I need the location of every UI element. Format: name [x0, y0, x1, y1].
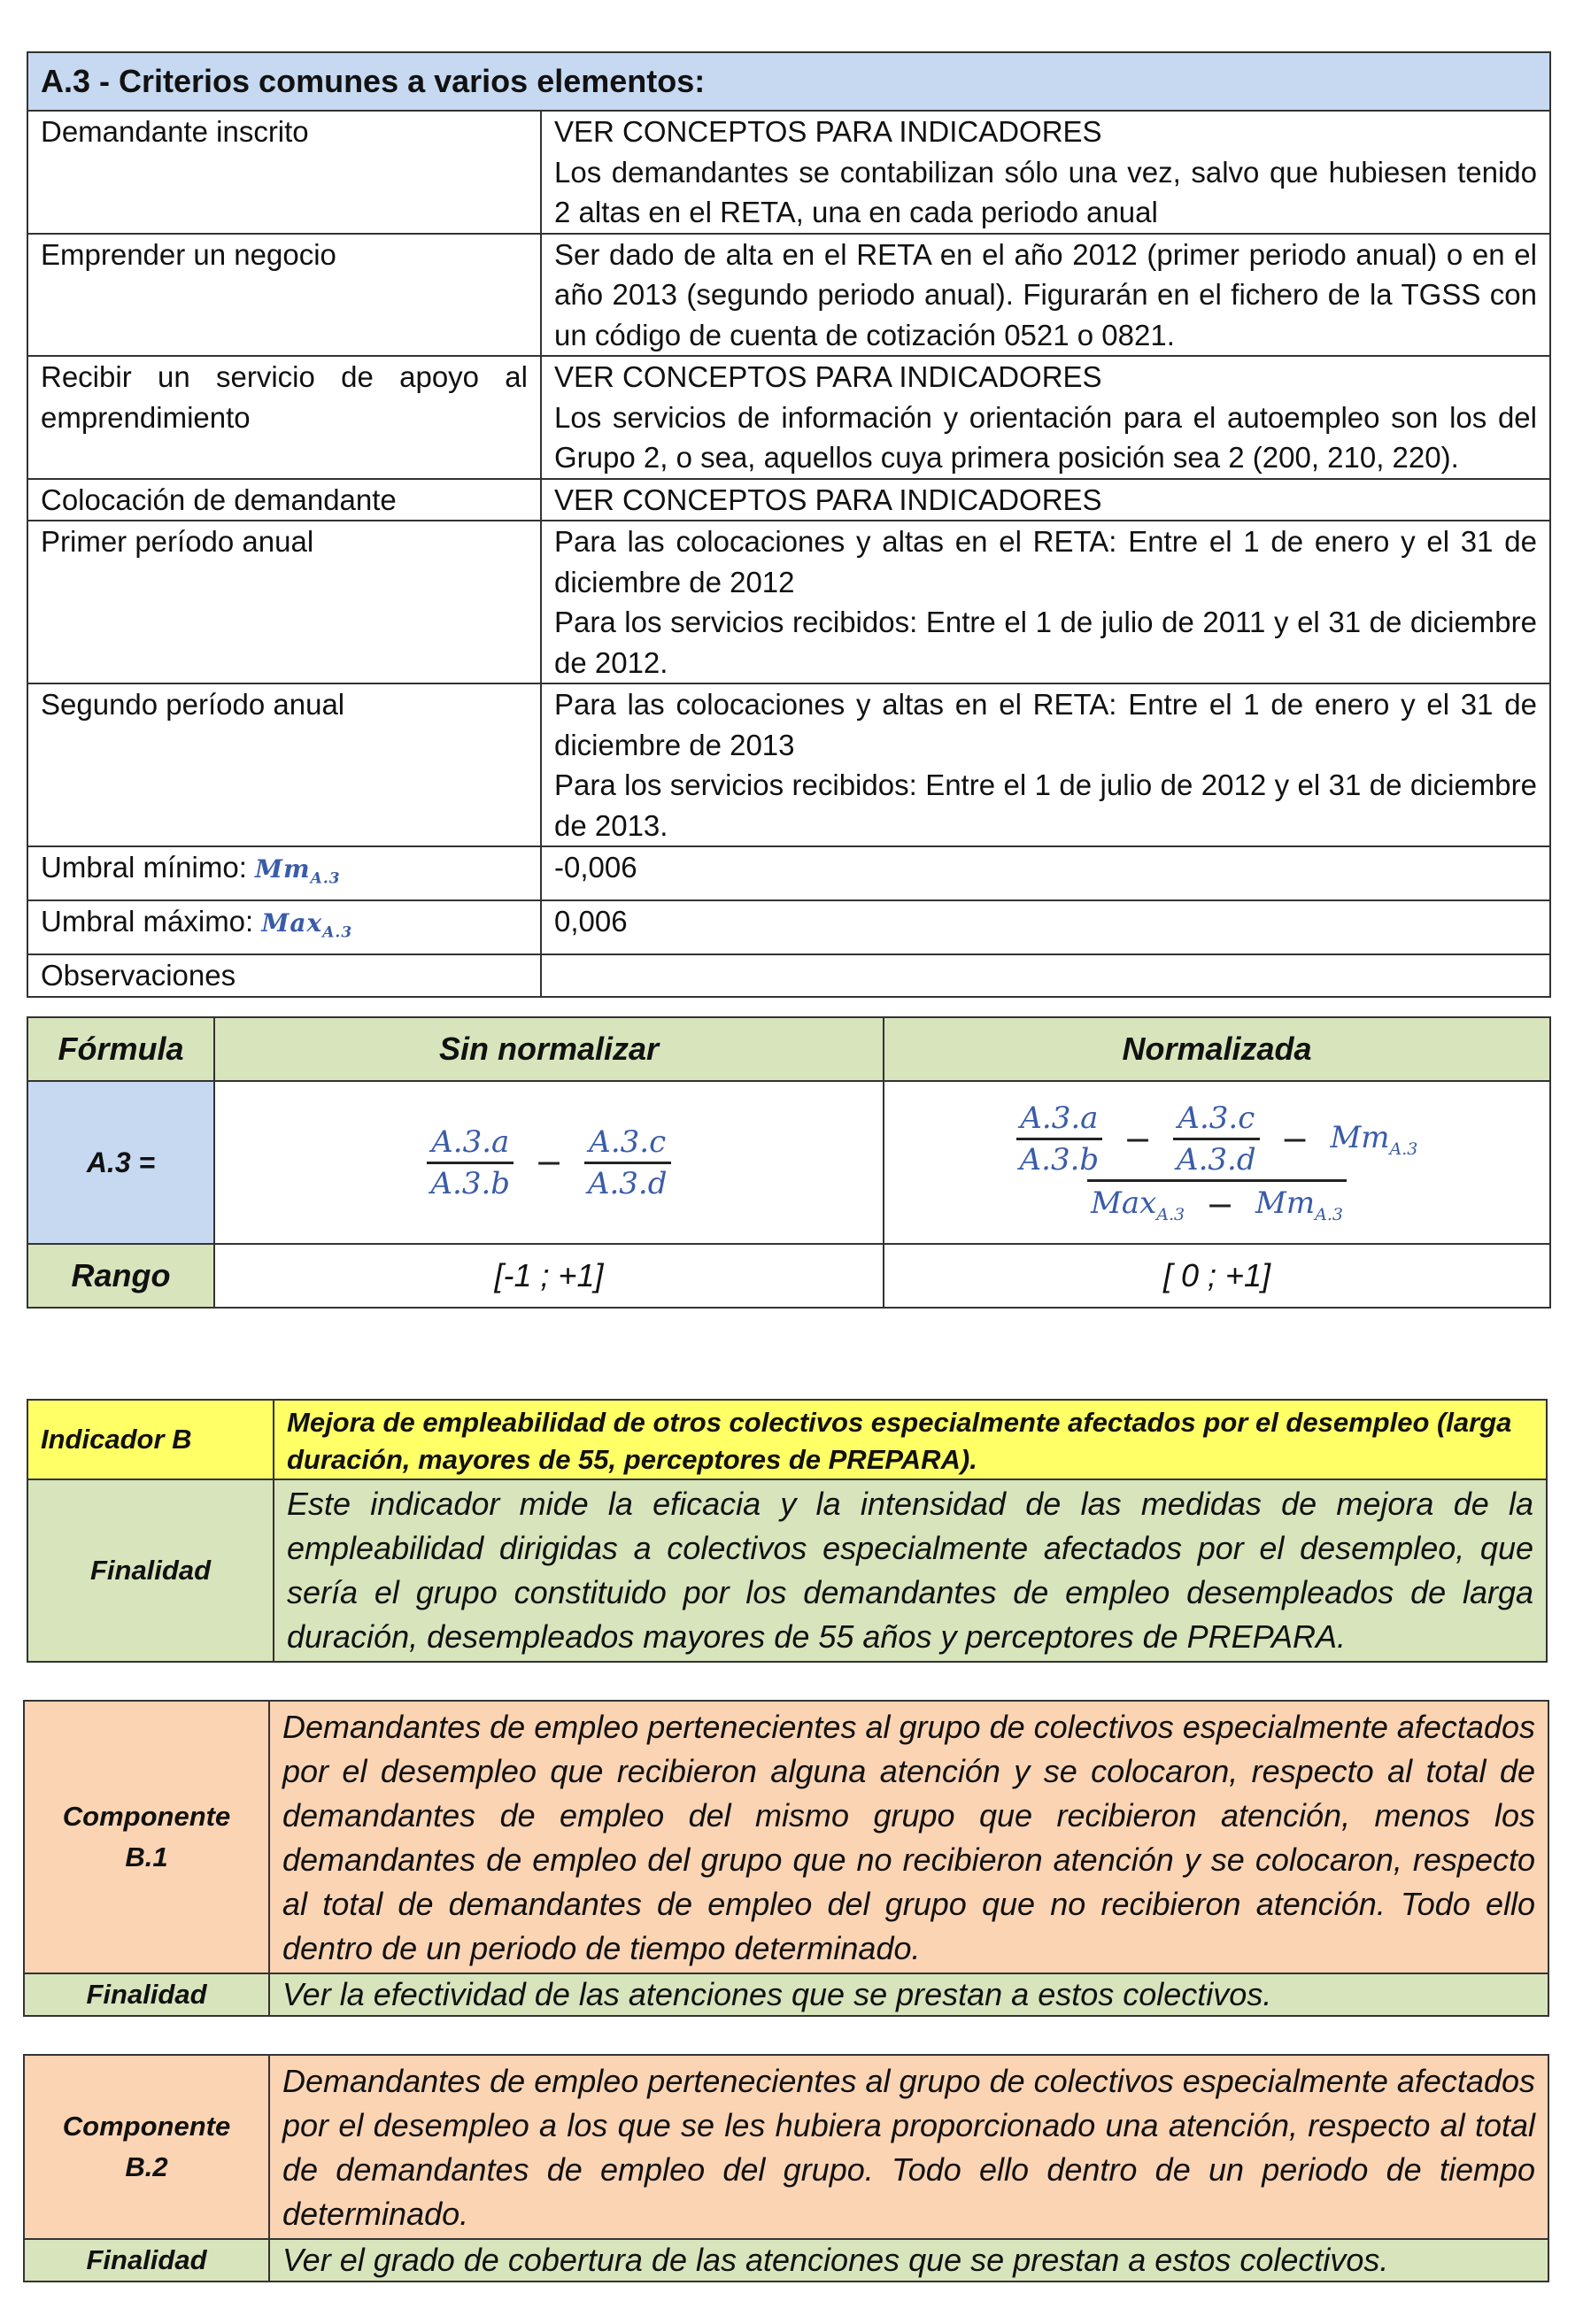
row-value: VER CONCEPTOS PARA INDICADORES	[554, 115, 1102, 148]
row-label: Emprender un negocio	[27, 234, 541, 357]
row-label: Colocación de demandante	[27, 479, 541, 521]
table-row	[27, 234, 1550, 357]
componente-b1-label: Componente B.1	[24, 1701, 269, 1973]
row-value: Ser dado de alta en el RETA en el año 2012 (primer periodo anual) o en el año 2013 (segundo periodo anual). Figurarán en el fichero de la TGSS con un código de cuenta de cotización 0521 o 0821.	[554, 237, 1537, 351]
row-value: Para los servicios recibidos: Entre el 1 de julio de 2011 y el 31 de diciembre de 2012.	[554, 606, 1537, 679]
row-value: Para las colocaciones y altas en el RETA: Entre el 1 de enero y el 31 de diciembre de 2013	[554, 688, 1537, 761]
row-value: VER CONCEPTOS PARA INDICADORES	[554, 483, 1102, 516]
table-row	[27, 683, 1550, 846]
finalidad-label: Finalidad	[24, 1973, 269, 2016]
row-value: VER CONCEPTOS PARA INDICADORES	[554, 360, 1102, 393]
table-row	[27, 479, 1550, 521]
criterios-table	[27, 51, 1551, 998]
componente-b2-desc: Demandantes de empleo pertenecientes al grupo de colectivos especialmente afectados por el desempleo a los que se les hubiera proporcionado una atención, respecto al total de demandantes de empleo del grupo. Todo ello dentro de un periodo de tiempo determinado.	[269, 2055, 1548, 2239]
row-label: Primer período anual	[27, 521, 541, 683]
componente-b1-table	[23, 1700, 1549, 2017]
componente-b2-label: Componente B.2	[24, 2055, 269, 2239]
table-row	[27, 521, 1550, 683]
componente-b1-desc: Demandantes de empleo pertenecientes al grupo de colectivos especialmente afectados por el desempleo que recibieron alguna atención y se colocaron, respecto al total de demandantes de empleo del mismo grupo que recibieron atención, menos los demandantes de empleo del grupo que no recibieron atención y se colocaron, respecto al total de demandantes de empleo del grupo que no recibieron atención. Todo ello dentro de un periodo de tiempo determinado.	[269, 1701, 1548, 1973]
table-row	[27, 846, 1550, 900]
observaciones-label: Observaciones	[27, 954, 541, 997]
formula-table	[27, 1016, 1551, 1309]
componente-b2-finalidad: Ver el grado de cobertura de las atenciones que se prestan a estos colectivos.	[269, 2239, 1548, 2282]
table-row	[27, 111, 1550, 234]
formula-normalizada: $\frac{A.3.a}{A.3.b}$ − $\frac{A.3.c}{A.3.d}$ − $Mm_{A.3}$ $Max_{A.3} - Mm_{A.3}$	[884, 1081, 1550, 1244]
formula-sin-normalizar: $\frac{A.3.a}{A.3.b}$ − $\frac{A.3.c}{A.3.d}$	[214, 1081, 884, 1244]
row-value: Los demandantes se contabilizan sólo una vez, salvo que hubiesen tenido 2 altas en el RETA, una en cada periodo anual	[554, 155, 1537, 228]
table-row	[27, 900, 1550, 954]
umbral-min-label: Umbral mínimo:	[41, 851, 247, 884]
indicador-b-label: Indicador B	[27, 1400, 274, 1479]
umbral-min-symbol: $Mm_{A.3}$	[255, 854, 341, 888]
rango-label: Rango	[27, 1244, 214, 1308]
table-row	[27, 356, 1550, 479]
componente-b2-table	[23, 2054, 1549, 2282]
criterios-header: A.3 - Criterios comunes a varios elementos:	[27, 52, 1550, 111]
table-row	[27, 954, 1550, 997]
umbral-max-symbol: Max$_{A.3}$	[261, 908, 353, 942]
normalizada-col-header: Normalizada	[884, 1017, 1550, 1081]
sin-normalizar-col-header: Sin normalizar	[214, 1017, 884, 1081]
row-value: Los servicios de información y orientación para el autoempleo son los del Grupo 2, o sea, aquellos cuya primera posición sea 2 (200, 210, 220).	[554, 400, 1537, 474]
finalidad-label: Finalidad	[24, 2239, 269, 2282]
row-label: Segundo período anual	[27, 683, 541, 846]
indicador-b-table	[27, 1399, 1548, 1663]
observaciones-value	[541, 954, 1550, 997]
row-value: Para los servicios recibidos: Entre el 1 de julio de 2012 y el 31 de diciembre de 2013.	[554, 768, 1537, 842]
rango-normalizada: [ 0 ; +1]	[884, 1244, 1550, 1308]
umbral-max-value: 0,006	[541, 900, 1550, 954]
row-value: Para las colocaciones y altas en el RETA: Entre el 1 de enero y el 31 de diciembre de 2012	[554, 525, 1537, 598]
finalidad-label: Finalidad	[27, 1479, 274, 1662]
umbral-max-label: Umbral máximo:	[41, 905, 254, 938]
formula-row-label: A.3 =	[27, 1081, 214, 1244]
componente-b1-finalidad: Ver la efectividad de las atenciones que se prestan a estos colectivos.	[269, 1973, 1548, 2016]
row-label: Demandante inscrito	[27, 111, 541, 234]
row-label: Recibir un servicio de apoyo al emprendimiento	[27, 356, 541, 479]
indicador-b-title: Mejora de empleabilidad de otros colectivos especialmente afectados por el desempleo (larga duración, mayores de 55, perceptores de PREPARA).	[274, 1400, 1547, 1479]
indicador-b-finalidad: Este indicador mide la eficacia y la intensidad de las medidas de mejora de la empleabilidad dirigidas a colectivos especialmente afectados por el desempleo, que sería el grupo constituido por los demandantes de empleo desempleados de larga duración, desempleados mayores de 55 años y perceptores de PREPARA.	[274, 1479, 1547, 1662]
formula-col-header: Fórmula	[27, 1017, 214, 1081]
rango-sin-normalizar: [-1 ; +1]	[214, 1244, 884, 1308]
umbral-min-value: -0,006	[541, 846, 1550, 900]
